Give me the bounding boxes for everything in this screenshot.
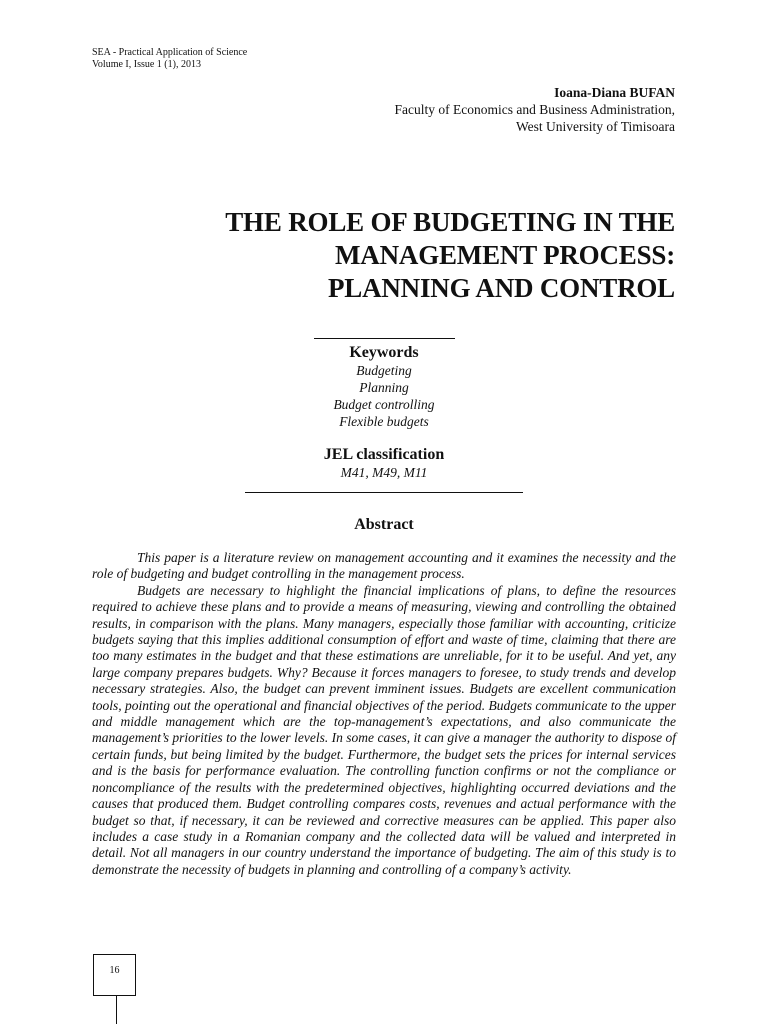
keyword-item: Budget controlling [333, 397, 435, 412]
journal-header [92, 47, 247, 71]
abstract-body [92, 550, 676, 878]
divider-rule-bottom [245, 492, 523, 493]
journal-name: SEA - Practical Application of Science [92, 47, 248, 58]
keywords-list [0, 362, 768, 430]
author-affiliation-university: West University of Timisoara [515, 119, 675, 134]
abstract-paragraph: Budgets are necessary to highlight the financial implications of plans, to define the resources required to achieve these plans and to provide a means of measuring, viewing and controlling the obtained results, in comparison with the plans. Many managers, especially those familiar with accounting, criticize budgets saying that this implies additional consumption of effort and waste of time, claiming that there are too many estimates in the budget and that these estimations are unreliable, for it to be useful. And yet, any large company prepares budgets. Why? Because it forces managers to foresee, to study trends and develop necessary strategies. Also, the budget can prevent imminent issues. Budgets are excellent communication tools, pointing out the operational and financial objectives of the period. Budgets communicate to the upper and middle management which are the top-management’s expectations, and also communicate the management’s priorities to the lower levels. In some cases, it can give a manager the authority to dispose of certain funds, but being limited by the budget. Furthermore, the budget sets the prices for internal services and is the basis for performance evaluation. The controlling function confirms or not the compliance or noncompliance of the results with the predetermined objectives, highlighting occurred deviations and the causes that produced them. Budget controlling compares costs, revenues and actual performance with the budget so that, if necessary, it can be reviewed and corrective measures can be applied. This paper also includes a case study in a Romanian company and the collected data will be valued and interpreted in detail. Not all managers in our country understand the importance of budgeting. The aim of this study is to demonstrate the necessity of budgets in planning and controlling of a company’s activity. [92, 582, 676, 877]
abstract-paragraph: This paper is a literature review on management accounting and it examines the necessity and the role of budgeting and budget controlling in the management process. [92, 550, 676, 582]
paper-title-line: MANAGEMENT PROCESS: [335, 240, 675, 270]
divider-rule-top [314, 338, 455, 339]
author-name: Ioana-Diana BUFAN [554, 85, 675, 100]
author-block [395, 84, 675, 135]
abstract-heading: Abstract [354, 516, 414, 533]
page-number-tick-line [116, 996, 117, 1024]
journal-volume-issue: Volume I, Issue 1 (1), 2013 [92, 59, 201, 70]
keyword-item: Budgeting [356, 363, 412, 378]
page-number: 16 [109, 965, 120, 976]
keywords-heading: Keywords [349, 344, 419, 361]
keyword-item: Flexible budgets [339, 414, 429, 429]
jel-classification-heading: JEL classification [323, 446, 445, 463]
paper-title-line: THE ROLE OF BUDGETING IN THE [225, 207, 675, 237]
keyword-item: Planning [359, 380, 409, 395]
author-affiliation-faculty: Faculty of Economics and Business Administration, [394, 102, 675, 117]
jel-codes: M41, M49, M11 [340, 465, 428, 480]
paper-title-line: PLANNING AND CONTROL [327, 273, 675, 303]
paper-title [225, 206, 675, 305]
page-number-box [93, 954, 136, 996]
